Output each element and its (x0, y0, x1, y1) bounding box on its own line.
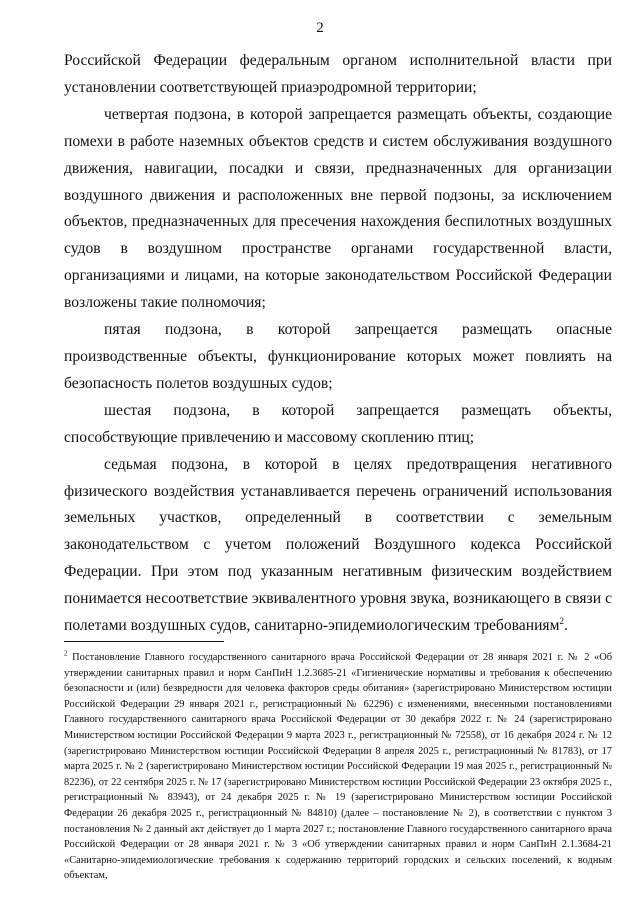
paragraph-fourth-subzone: четвертая подзона, в которой запрещается размещать объекты, создающие помехи в работе наземных объектов средств и систем обслуживания воздушного движения, навигации, посадки и связи, предназначенных для организации воздушного движения и расположенных вне первой подзоны, за исключением объектов, предназначенных для пресечения нахождения беспилотных воздушных судов в воздушном пространстве органами государственной власти, организациями и лицами, на которые законодательством Российской Федерации возложены такие полномочия; (64, 105, 612, 312)
footnote-mark: 2 (64, 649, 68, 658)
footnote-text: Постановление Главного государственного санитарного врача Российской Федерации от 28 января 2021 г. № 2 «Об утверждении санитарных правил и норм СанПиН 1.2.3685-21 «Гигиенические нормативы и требования к обеспечению безопасности и (или) безвредности для человека факторов среды обитания» (зарегистрировано Министерством юстиции Российской Федерации 29 января 2021 г., регистрационный № 62296) с изменениями, внесенными постановлениями Главного государственного санитарного врача Российской Федерации от 30 декабря 2022 г. № 24 (зарегистрировано Министерством юстиции Российской Федерации 9 марта 2023 г., регистрационный № 72558), от 16 декабря 2024 г. № 12 (зарегистрировано Министерством юстиции Российской Федерации 8 апреля 2025 г., регистрационный № 81783), от 17 марта 2025 г. № 2 (зарегистрировано Министерством юстиции Российской Федерации 19 мая 2025 г., регистрационный № 82236), от 22 сентября 2025 г. № 17 (зарегистрировано Министерством юстиции Российской Федерации 23 октября 2025 г., регистрационный № 83943), от 24 декабря 2025 г. № 19 (зарегистрировано Министерством юстиции Российской Федерации 26 декабря 2025 г., регистрационный № 84810) (далее – постановление № 2), в соответствии с пунктом 3 постановления № 2 данный акт действует до 1 марта 2027 г.; постановление Главного государственного санитарного врача Российской Федерации от 28 января 2021 г. № 3 «Об утверждении санитарных правил и норм СанПиН 2.1.3684-21 «Санитарно-эпидемиологические требования к содержанию территорий городских и сельских поселений, к водным объектам, (64, 652, 612, 882)
paragraph-sixth-subzone: шестая подзона, в которой запрещается размещать объекты, способствующие привлечению и массовому скоплению птиц; (64, 401, 612, 446)
body-text (64, 48, 612, 640)
footnote-separator (64, 641, 224, 642)
page-number: 2 (316, 20, 324, 36)
footnote-paragraph (64, 650, 612, 884)
paragraph-seventh-subzone: седьмая подзона, в которой в целях предотвращения негативного физического воздействия устанавливается перечень ограничений использования земельных участков, определенный в соответствии с земельным законодательством с учетом положений Воздушного кодекса Российской Федерации. При этом под указанным негативным физическим воздействием понимается несоответствие эквивалентного уровня звука, возникающего в связи с полетами воздушных судов, санитарно-эпидемиологическим требованиям$^2$. (64, 455, 612, 635)
paragraph-fifth-subzone: пятая подзона, в которой запрещается размещать опасные производственные объекты, функционирование которых может повлиять на безопасность полетов воздушных судов; (64, 321, 612, 392)
footnote (64, 650, 612, 884)
paragraph-seventh-text: седьмая подзона, в которой в целях предотвращения негативного физического воздействия устанавливается перечень ограничений использования земельных участков, определенный в соответствии с земельным законодательством с учетом положений Воздушного кодекса Российской Федерации. При этом под указанным негативным физическим воздействием понимается несоответствие эквивалентного уровня звука, возникающего в связи с полетами воздушных судов, санитарно-эпидемиологическим требованиям (64, 455, 612, 635)
paragraph-continuation: Российской Федерации федеральным органом исполнительной власти при установлении соответствующей приаэродромной территории; (64, 52, 612, 96)
footnote-reference[interactable]: 2 (559, 615, 564, 626)
